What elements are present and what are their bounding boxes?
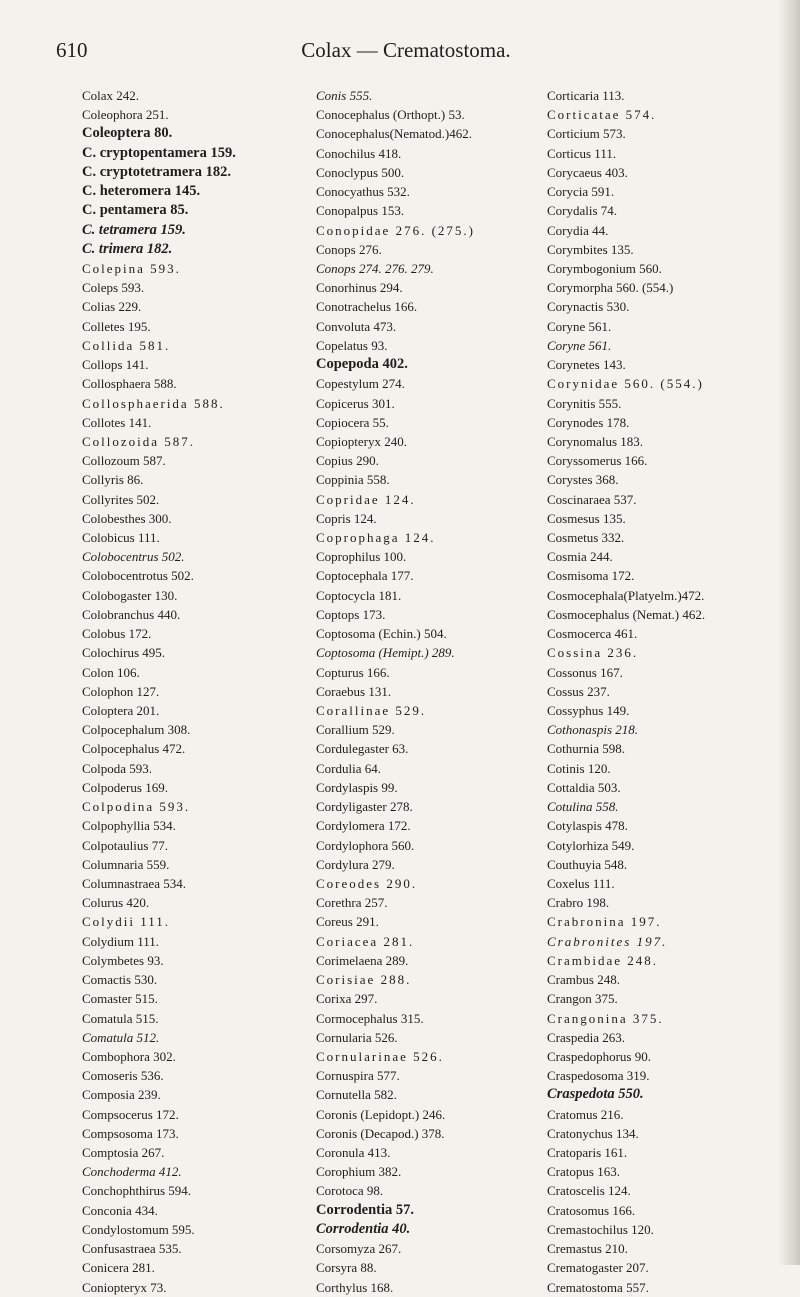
index-entry: Colax 242. xyxy=(82,88,140,103)
index-entry: C. trimera 182. xyxy=(82,240,173,257)
index-entry: Craspedia 263. xyxy=(547,1029,625,1045)
index-entry: Corticus 111. xyxy=(547,145,617,161)
index-entry: Colias 229. xyxy=(82,299,142,315)
index-entry: Coptocephala 177. xyxy=(316,568,414,584)
index-entry: Corixa 297. xyxy=(316,991,378,1007)
index-entry: Craspedosoma 319. xyxy=(547,1068,650,1084)
index-entry: Coscinaraea 537. xyxy=(547,491,637,507)
index-entry: Cossina 236. xyxy=(547,645,639,661)
index-entry: Coronis (Lepidopt.) 246. xyxy=(316,1106,446,1122)
index-entry: Colophon 127. xyxy=(82,683,160,699)
index-entry: Copturus 166. xyxy=(316,664,390,680)
index-entry: Corsyra 88. xyxy=(316,1260,377,1276)
index-entry: C. heteromera 145. xyxy=(82,183,201,200)
index-entry: Colpotaulius 77. xyxy=(82,837,168,853)
index-entry: Columnastraea 534. xyxy=(82,875,186,891)
index-entry: Collozoum 587. xyxy=(82,453,166,469)
index-entry: Coptops 173. xyxy=(316,606,386,622)
index-entry: Colpodina 593. xyxy=(82,799,191,815)
index-entry: Corticatae 574. xyxy=(547,107,657,123)
index-entry: Cratoparis 161. xyxy=(547,1145,628,1161)
index-entry: Craspedota 550. xyxy=(547,1086,644,1103)
index-entry: Crabronina 197. xyxy=(547,914,662,930)
index-entry: Conochilus 418. xyxy=(316,145,402,161)
index-entry: Corallinae 529. xyxy=(316,703,427,718)
index-entry: Cossus 237. xyxy=(547,683,610,699)
index-entry: Coleoptera 80. xyxy=(82,125,173,142)
index-entry: Cratonychus 134. xyxy=(547,1125,639,1141)
index-entry: Copepoda 402. xyxy=(316,356,408,373)
index-entry: Colletes 195. xyxy=(82,318,151,334)
index-entry: Cornularia 526. xyxy=(316,1029,398,1045)
index-entry: Cosmocerca 461. xyxy=(547,626,638,642)
index-entry: Cosmocephala(Platyelm.)472. xyxy=(547,587,705,603)
index-entry: Colpophyllia 534. xyxy=(82,818,176,834)
index-entry: Crabronites 197. xyxy=(547,933,668,949)
index-entry: Crabro 198. xyxy=(547,895,610,911)
index-entry: Conocyathus 532. xyxy=(316,184,410,200)
index-entry: Compsosoma 173. xyxy=(82,1125,179,1141)
index-entry: Corisiae 288. xyxy=(316,972,412,988)
index-entry: Conis 555. xyxy=(316,88,373,103)
index-entry: Colobesthes 300. xyxy=(82,510,172,526)
index-entry: Corallium 529. xyxy=(316,722,395,738)
index-entry: Copius 290. xyxy=(316,453,379,469)
index-entry: Cratopus 163. xyxy=(547,1164,620,1180)
index-entry: Conotrachelus 166. xyxy=(316,299,418,315)
index-entry: Corydalis 74. xyxy=(547,203,618,219)
index-entry: Colpocephalum 308. xyxy=(82,722,191,738)
index-entry: Cothonaspis 218. xyxy=(547,722,639,738)
index-entry: Colobocentrotus 502. xyxy=(82,568,194,584)
page-number: 610 xyxy=(56,38,88,62)
index-entry: Conchophthirus 594. xyxy=(82,1183,192,1199)
index-entry: Cosmia 244. xyxy=(547,549,613,565)
index-entry: Collotes 141. xyxy=(82,414,152,430)
index-entry: Conorhinus 294. xyxy=(316,280,403,296)
index-entry: Colpoderus 169. xyxy=(82,779,168,795)
index-entry: Cotylorhiza 549. xyxy=(547,837,635,853)
index-entry: Cornularinae 526. xyxy=(316,1048,444,1064)
index-entry: Corymbites 135. xyxy=(547,241,634,257)
index-entry: Corynodes 178. xyxy=(547,414,630,430)
index-entry: Collyrites 502. xyxy=(82,491,160,507)
index-entry: Copelatus 93. xyxy=(316,337,388,353)
index-column-1 xyxy=(82,86,302,1297)
index-entry: Copestylum 274. xyxy=(316,376,405,392)
index-entry: Comatula 512. xyxy=(82,1029,160,1045)
index-entry: C. tetramera 159. xyxy=(82,221,186,238)
index-entry: Corophium 382. xyxy=(316,1164,402,1180)
index-entry: Comptosia 267. xyxy=(82,1145,165,1161)
index-entry: Crematostoma 557. xyxy=(547,1279,649,1295)
index-entry: Corynactis 530. xyxy=(547,299,630,315)
index-entry: Coptosoma (Hemipt.) 289. xyxy=(316,645,455,661)
index-entry: Cordylura 279. xyxy=(316,856,395,872)
index-entry: C. cryptopentamera 159. xyxy=(82,144,236,161)
index-entry: Copicerus 301. xyxy=(316,395,395,411)
index-entry: Coryne 561. xyxy=(547,318,612,334)
index-entry: Collozoida 587. xyxy=(82,433,196,449)
index-entry: Colochirus 495. xyxy=(82,645,166,661)
index-entry: Colepina 593. xyxy=(82,260,181,276)
index-entry: Condylostomum 595. xyxy=(82,1221,195,1237)
index-entry: Cothurnia 598. xyxy=(547,741,625,757)
index-entry: Confusastraea 535. xyxy=(82,1241,182,1257)
index-entry: Coryssomerus 166. xyxy=(547,453,648,469)
index-entry: Conchoderma 412. xyxy=(82,1164,182,1180)
index-entry: Corotoca 98. xyxy=(316,1183,384,1199)
index-entry: Colobranchus 440. xyxy=(82,606,181,622)
index-entry: Coraebus 131. xyxy=(316,683,392,699)
index-entry: Cordylomera 172. xyxy=(316,818,411,834)
index-entry: Corydia 44. xyxy=(547,222,609,238)
index-entry: Colon 106. xyxy=(82,664,140,680)
index-entry: Colydii 111. xyxy=(82,914,171,930)
index-entry: Coloptera 201. xyxy=(82,703,160,718)
index-entry: Corrodentia 40. xyxy=(316,1220,411,1237)
index-entry: Coptosoma (Echin.) 504. xyxy=(316,626,447,642)
index-entry: Corynetes 143. xyxy=(547,357,626,373)
index-entry: Crambidae 248. xyxy=(547,952,659,968)
index-entry: Cremastus 210. xyxy=(547,1241,628,1257)
index-entry: Coprophilus 100. xyxy=(316,549,407,565)
index-entry: Conopalpus 153. xyxy=(316,203,405,219)
index-entry: Corticium 573. xyxy=(547,126,626,142)
index-entry: Corystes 368. xyxy=(547,472,619,488)
index-entry: Corycia 591. xyxy=(547,184,615,200)
index-entry: Corynidae 560. (554.) xyxy=(547,376,704,392)
index-entry: Conconia 434. xyxy=(82,1202,158,1218)
index-entry: Coleps 593. xyxy=(82,280,145,296)
index-entry: Coreus 291. xyxy=(316,914,379,930)
index-entry: Coptocycla 181. xyxy=(316,587,402,603)
index-entry: Collosphaerida 588. xyxy=(82,395,225,411)
index-entry: Collops 141. xyxy=(82,357,149,373)
index-entry: Comactis 530. xyxy=(82,972,158,988)
index-entry: Coxelus 111. xyxy=(547,875,615,891)
index-entry: Corynomalus 183. xyxy=(547,433,644,449)
index-entry: Cratoscelis 124. xyxy=(547,1183,631,1199)
index-entry: Corymbogonium 560. xyxy=(547,260,662,276)
index-entry: Comoseris 536. xyxy=(82,1068,164,1084)
index-entry: Cormocephalus 315. xyxy=(316,1010,424,1026)
index-entry: Colobicus 111. xyxy=(82,530,160,546)
index-entry: Cordyligaster 278. xyxy=(316,799,413,815)
index-entry: Coronula 413. xyxy=(316,1145,391,1161)
index-entry: Coppinia 558. xyxy=(316,472,390,488)
index-entry: Cratosomus 166. xyxy=(547,1202,636,1218)
index-entry: Colpoda 593. xyxy=(82,760,153,776)
index-entry: Conocephalus(Nematod.)462. xyxy=(316,126,472,142)
index-entry: Conocephalus (Orthopt.) 53. xyxy=(316,107,465,123)
index-entry: Compsocerus 172. xyxy=(82,1106,179,1122)
index-entry: Couthuyia 548. xyxy=(547,856,628,872)
index-entry: Coleophora 251. xyxy=(82,107,169,123)
index-entry: Cotylaspis 478. xyxy=(547,818,628,834)
index-entry: Corymorpha 560. (554.) xyxy=(547,280,674,296)
index-entry: Colobus 172. xyxy=(82,626,152,642)
index-entry: Colymbetes 93. xyxy=(82,952,164,968)
index-entry: Conops 276. xyxy=(316,241,382,257)
page-header xyxy=(56,38,756,66)
index-entry: Cosmetus 332. xyxy=(547,530,625,546)
index-entry: Cratomus 216. xyxy=(547,1106,624,1122)
index-entry: Conops 274. 276. 279. xyxy=(316,260,434,276)
index-column-3 xyxy=(547,86,787,1297)
index-entry: Colpocephalus 472. xyxy=(82,741,186,757)
index-entry: Cordylaspis 99. xyxy=(316,779,398,795)
index-entry: Copiocera 55. xyxy=(316,414,389,430)
index-entry: Collyris 86. xyxy=(82,472,144,488)
index-entry: Cotinis 120. xyxy=(547,760,611,776)
index-entry: Corticaria 113. xyxy=(547,88,625,103)
index-entry: Conopidae 276. (275.) xyxy=(316,222,475,238)
index-entry: Cordulia 64. xyxy=(316,760,381,776)
index-entry: Cotulina 558. xyxy=(547,799,619,815)
index-entry: Crematogaster 207. xyxy=(547,1260,649,1276)
index-entry: C. pentamera 85. xyxy=(82,202,189,219)
index-entry: Collida 581. xyxy=(82,337,171,353)
index-entry: Coryne 561. xyxy=(547,337,612,353)
index-column-2 xyxy=(316,86,536,1297)
index-entry: Composia 239. xyxy=(82,1087,161,1103)
index-entry: Colobogaster 130. xyxy=(82,587,178,603)
index-entry: Conicera 281. xyxy=(82,1260,155,1276)
index-entry: Cosmesus 135. xyxy=(547,510,626,526)
index-entry: Cosmisoma 172. xyxy=(547,568,635,584)
index-entry: Crangon 375. xyxy=(547,991,618,1007)
index-entry: Cossyphus 149. xyxy=(547,703,630,718)
index-entry: Conoclypus 500. xyxy=(316,164,405,180)
index-entry: Coronis (Decapod.) 378. xyxy=(316,1125,445,1141)
index-entry: Corycaeus 403. xyxy=(547,164,628,180)
index-entry: Craspedophorus 90. xyxy=(547,1048,651,1064)
index-entry: C. cryptotetramera 182. xyxy=(82,163,231,180)
index-entry: Corynitis 555. xyxy=(547,395,622,411)
index-entry: Colydium 111. xyxy=(82,933,160,949)
index-entry: Crambus 248. xyxy=(547,972,620,988)
index-entry: Columnaria 559. xyxy=(82,856,170,872)
index-entry: Corethra 257. xyxy=(316,895,388,911)
index-entry: Cossonus 167. xyxy=(547,664,623,680)
index-entry: Copiopteryx 240. xyxy=(316,433,407,449)
index-entry: Colobocentrus 502. xyxy=(82,549,185,565)
index-entry: Combophora 302. xyxy=(82,1048,176,1064)
index-entry: Coreodes 290. xyxy=(316,875,418,891)
index-entry: Cremastochilus 120. xyxy=(547,1221,654,1237)
index-entry: Cornutella 582. xyxy=(316,1087,397,1103)
index-entry: Collosphaera 588. xyxy=(82,376,177,392)
index-entry: Cordulegaster 63. xyxy=(316,741,409,757)
index-entry: Copris 124. xyxy=(316,510,377,526)
index-entry: Corrodentia 57. xyxy=(316,1201,415,1218)
index-entry: Coprophaga 124. xyxy=(316,530,436,546)
index-entry: Cosmocephalus (Nemat.) 462. xyxy=(547,606,706,622)
index-entry: Corimelaena 289. xyxy=(316,952,409,968)
index-entry: Coniopteryx 73. xyxy=(82,1279,167,1295)
index-entry: Crangonina 375. xyxy=(547,1010,664,1026)
index-entry: Coriacea 281. xyxy=(316,933,415,949)
index-entry: Corsomyza 267. xyxy=(316,1241,402,1257)
running-head: Colax — Crematostoma. xyxy=(301,38,511,62)
index-entry: Corthylus 168. xyxy=(316,1279,394,1295)
index-entry: Cottaldia 503. xyxy=(547,779,621,795)
index-entry: Colurus 420. xyxy=(82,895,150,911)
index-entry: Cordylophora 560. xyxy=(316,837,415,853)
index-entry: Convoluta 473. xyxy=(316,318,397,334)
index-entry: Cornuspira 577. xyxy=(316,1068,400,1084)
index-entry: Comaster 515. xyxy=(82,991,158,1007)
index-entry: Comatula 515. xyxy=(82,1010,159,1026)
index-entry: Copridae 124. xyxy=(316,491,416,507)
